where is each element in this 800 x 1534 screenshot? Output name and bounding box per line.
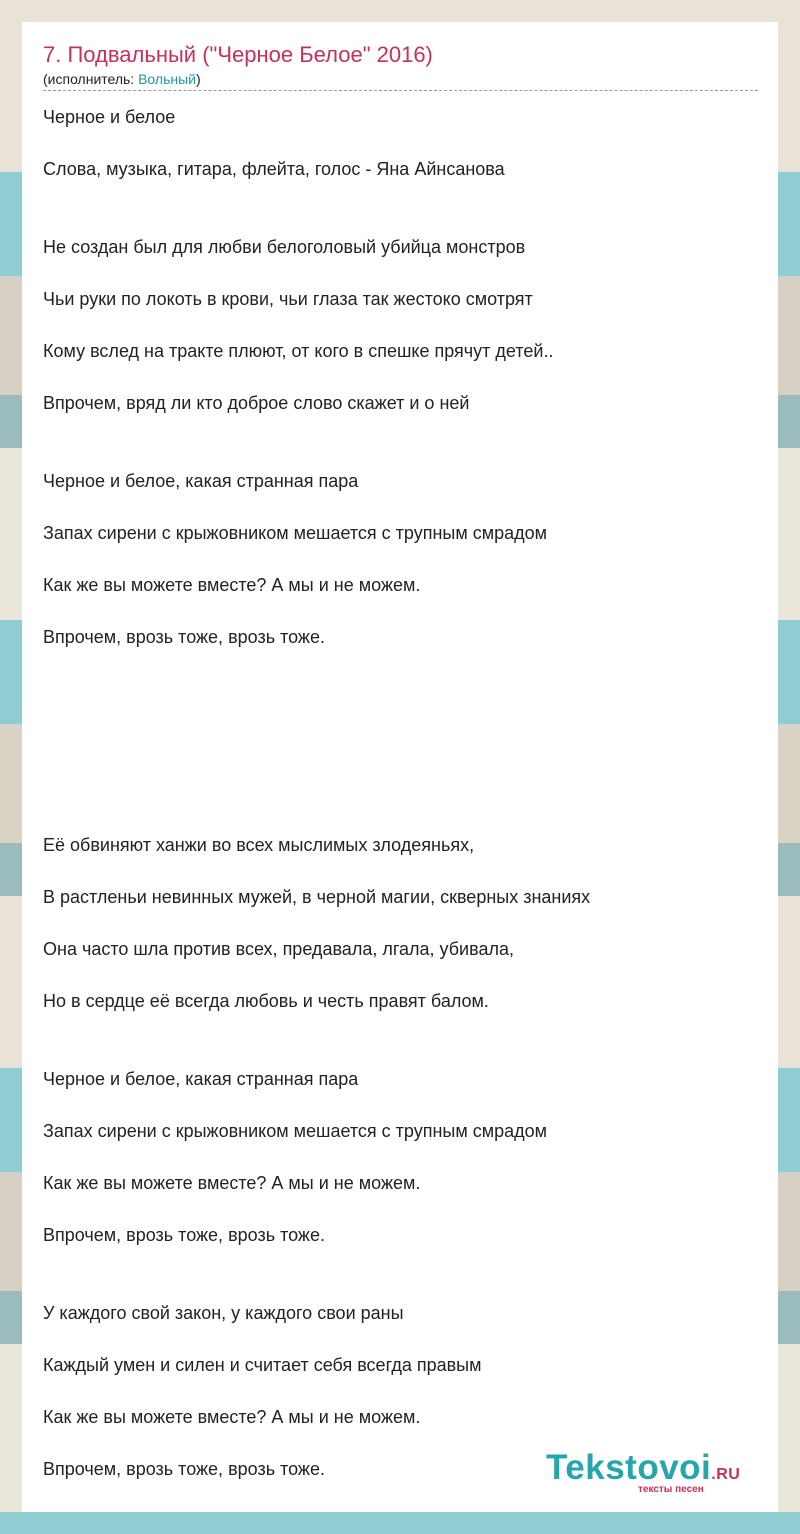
lyric-line: Чьи руки по локоть в крови, чьи глаза так жестоко смотрят <box>43 289 533 309</box>
lyrics-card <box>22 22 778 1512</box>
song-title: 7. Подвальный ("Черное Белое" 2016) <box>43 42 433 67</box>
lyric-line: Запах сирени с крыжовником мешается с трупным смрадом <box>43 523 547 543</box>
lyric-line: Не создан был для любви белоголовый убийца монстров <box>43 237 526 257</box>
lyric-line: Впрочем, врозь тоже, врозь тоже. <box>43 1459 325 1479</box>
lyric-line: Впрочем, вряд ли кто доброе слово скажет и о ней <box>43 393 470 413</box>
lyric-line: Как же вы можете вместе? А мы и не можем. <box>43 575 421 595</box>
lyric-line: Впрочем, врозь тоже, врозь тоже. <box>43 1225 325 1245</box>
performer-suffix: ) <box>196 71 201 87</box>
lyric-line: Слова, музыка, гитара, флейта, голос - Яна Айнсанова <box>43 159 505 179</box>
title-divider <box>43 90 758 91</box>
lyric-line: Её обвиняют ханжи во всех мыслимых злодеяньях, <box>43 835 475 855</box>
lyric-line: Как же вы можете вместе? А мы и не можем. <box>43 1407 421 1427</box>
performer-line <box>43 70 758 88</box>
lyric-line: Как же вы можете вместе? А мы и не можем. <box>43 1173 421 1193</box>
lyric-line: Запах сирени с крыжовником мешается с трупным смрадом <box>43 1121 547 1141</box>
logo-tld: .RU <box>711 1466 741 1483</box>
footer-band <box>0 1512 800 1534</box>
performer-link[interactable]: Вольный <box>138 71 196 87</box>
performer-prefix: (исполнитель: <box>43 71 139 87</box>
lyric-line: Но в сердце её всегда любовь и честь правят балом. <box>43 991 489 1011</box>
lyric-line: Она часто шла против всех, предавала, лгала, убивала, <box>43 939 514 959</box>
lyric-line: Кому вслед на тракте плюют, от кого в спешке прячут детей.. <box>43 341 554 361</box>
lyric-line: В растленьи невинных мужей, в черной магии, скверных знаниях <box>43 887 591 907</box>
lyric-line: Черное и белое, какая странная пара <box>43 471 359 491</box>
site-logo[interactable] <box>546 1448 756 1496</box>
lyric-line: Черное и белое <box>43 107 176 127</box>
lyric-line: Впрочем, врозь тоже, врозь тоже. <box>43 627 325 647</box>
lyric-line: У каждого свой закон, у каждого свои раны <box>43 1303 404 1323</box>
logo-name: Tekstovoi <box>546 1448 712 1487</box>
logo-tagline: тексты песен <box>638 1484 704 1495</box>
lyric-line: Каждый умен и силен и считает себя всегда правым <box>43 1355 482 1375</box>
lyric-line: Черное и белое, какая странная пара <box>43 1069 359 1089</box>
